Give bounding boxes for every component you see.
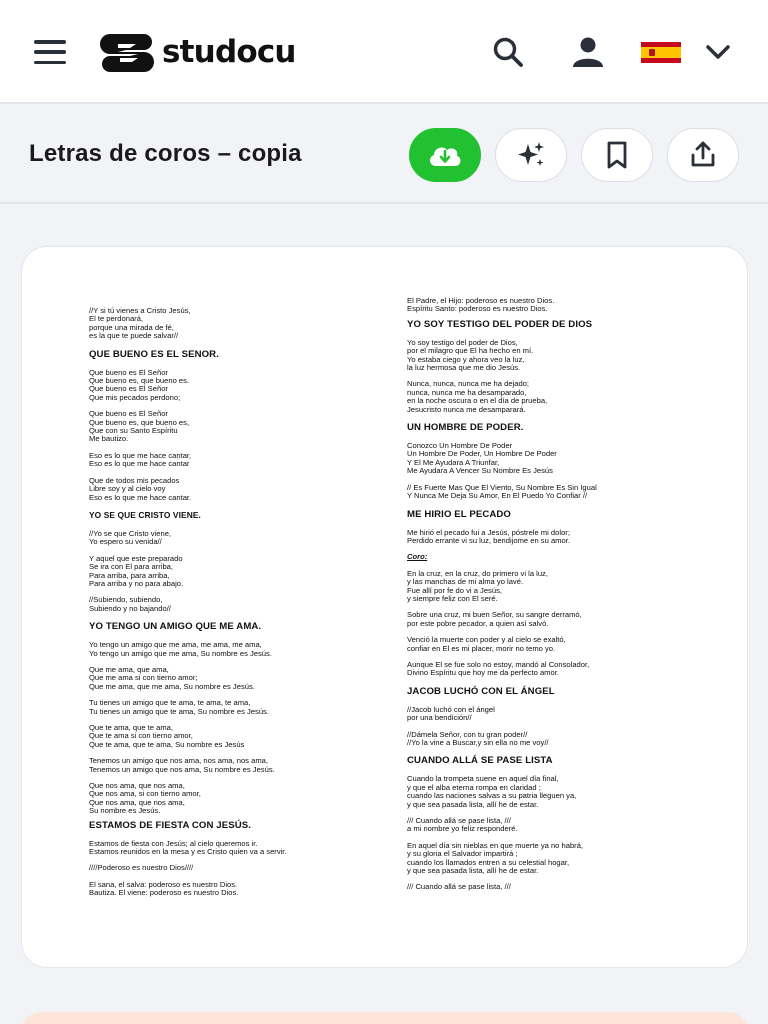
- lyrics-paragraph: //Subiendo, subiendo, Subiendo y no bajando//: [89, 595, 171, 613]
- lyrics-paragraph: Venció la muerte con poder y al cielo se exaltó, confiar en El es mi placer, morir no temo yo.: [407, 635, 566, 653]
- chorus-label: Coro:: [407, 552, 428, 562]
- lyrics-paragraph: El sana, el salva: poderoso es nuestro Dios. Bautiza. El viene: poderoso es nuestro Dios.: [89, 879, 239, 898]
- share-button[interactable]: [667, 128, 739, 182]
- lyrics-paragraph: Yo tengo un amigo que me ama, me ama, me ama, Yo tengo un amigo que me ama, Su nombre es Jesús.: [89, 640, 272, 658]
- lyrics-paragraph: // Es Fuerte Mas Que El Viento, Su Nombre Es Sin Igual Y Nunca Me Deja Su Amor, En El Puedo Yo Confiar //: [407, 482, 597, 501]
- song-title: QUE BUENO ES EL SENOR.: [89, 348, 219, 360]
- document-title-bar: [0, 104, 768, 204]
- song-title: YO SOY TESTIGO DEL PODER DE DIOS: [407, 318, 593, 330]
- search-icon[interactable]: [490, 34, 526, 70]
- document-left-column: [89, 307, 389, 906]
- lyrics-paragraph: Que me ama, que ama, Que me ama si con tierno amor; Que me ama, que me ama, Su nombre es Jesús.: [89, 664, 255, 691]
- bookmark-button[interactable]: [581, 128, 653, 182]
- lyrics-paragraph: Y aquel que este preparado Se ira con El para arriba, Para arriba, para arriba, Para arriba y no para abajo.: [89, 553, 184, 588]
- lyrics-paragraph: Que bueno es El Señor Que bueno es, que bueno es. Que bueno es El Señor Que mis pecados perdono;: [89, 367, 190, 402]
- lyrics-paragraph: Tu tienes un amigo que te ama, te ama, te ama, Tu tienes un amigo que te ama, Su nombre es Jesús.: [89, 698, 269, 716]
- lyrics-paragraph: //Jacob luchó con el ángel por una bendición//: [407, 704, 495, 723]
- song-title: CUANDO ALLÁ SE PASE LISTA: [407, 755, 553, 767]
- song-title: YO TENGO UN AMIGO QUE ME AMA.: [89, 621, 262, 633]
- lyrics-paragraph: Eso es lo que me hace cantar, Eso es lo que me hace cantar: [89, 450, 192, 469]
- user-icon[interactable]: [570, 34, 606, 70]
- lyrics-paragraph: Conozco Un Hombre De Poder Un Hombre De Poder, Un Hombre De Poder Y El Me Ayudara A Triunfar, Me Ayudara A Vencer Su Nombre Es Jesús: [407, 441, 557, 476]
- song-title: JACOB LUCHÓ CON EL ÁNGEL: [407, 685, 555, 697]
- share-icon: [688, 140, 718, 170]
- brand-name: studocu: [162, 34, 296, 70]
- top-navigation-bar: [0, 0, 768, 104]
- lyrics-paragraph: /// Cuando allá se pase lista, /// a mi nombre yo feliz responderé.: [407, 816, 518, 834]
- song-title: YO SE QUE CRISTO VIENE.: [89, 509, 201, 520]
- lyrics-paragraph: //Dámela Señor, con tu gran poder// //Yo la vine a Buscar,y sin ella no me voy//: [407, 729, 549, 747]
- document-right-column: [407, 297, 727, 900]
- bottom-banner: [21, 1012, 748, 1024]
- lyrics-paragraph: El Padre, el Hijo: poderoso es nuestro Dios. Espíritu Santo: poderoso es nuestro Dios.: [407, 296, 555, 314]
- ai-assistant-button[interactable]: [495, 128, 567, 182]
- song-title: ESTAMOS DE FIESTA CON JESÚS.: [89, 819, 252, 831]
- lyrics-paragraph: Me hirió el pecado fui a Jesús, póstrele mi dolor; Perdido errante vi su luz, bendijome en su amor.: [407, 527, 570, 545]
- song-title: UN HOMBRE DE PODER.: [407, 422, 524, 434]
- studocu-logo[interactable]: [100, 30, 296, 74]
- cloud-download-icon: [426, 140, 464, 170]
- lyrics-paragraph: /// Cuando allá se pase lista, ///: [407, 882, 511, 892]
- lyrics-paragraph: Tenemos un amigo que nos ama, nos ama, nos ama, Tenemos un amigo que nos ama, Su nombre es Jesús.: [89, 756, 275, 774]
- chevron-down-icon[interactable]: [700, 34, 736, 70]
- lyrics-paragraph: Estamos de fiesta con Jesús; al cielo queremos ir. Estamos reunidos en la mesa y es Cristo quien va a servir.: [89, 838, 287, 857]
- lyrics-paragraph: Que nos ama, que nos ama, Que nos ama, si con tierno amor, Que nos ama, que nos ama, Su nombre es Jesús.: [89, 781, 201, 816]
- bookmark-icon: [603, 140, 631, 170]
- lyrics-paragraph: //Yo se que Cristo viene, Yo espero su venida//: [89, 528, 172, 547]
- song-title: ME HIRIO EL PECADO: [407, 508, 511, 520]
- document-preview[interactable]: [21, 246, 748, 968]
- lyrics-paragraph: Nunca, nunca, nunca me ha dejado; nunca, nunca me ha desamparado, en la noche oscura o en el día de prueba, Jesucristo nunca me desamparará.: [407, 379, 548, 414]
- lyrics-paragraph: Que bueno es El Señor Que bueno es, que bueno es, Que con su Santo Espíritu Me bautizo.: [89, 409, 190, 444]
- lyrics-paragraph: ////Poderoso es nuestro Dios////: [89, 863, 194, 873]
- lyrics-paragraph: Que te ama, que te ama, Que te ama si con tierno amor, Que te ama, que te ama, Su nombre es Jesús: [89, 723, 245, 749]
- lyrics-paragraph: En aquel día sin nieblas en que muerte ya no habrá, y su gloria el Salvador impartirá ; cuando los llamados entren a su celestial hogar, y que sea pasada lista, allí he de estar.: [407, 840, 584, 876]
- sparkles-icon: [515, 139, 547, 171]
- lyrics-paragraph: //Y si tú vienes a Cristo Jesús, El te perdonará, porque una mirada de fé, es la que te puede salvar//: [89, 306, 191, 341]
- lyrics-paragraph: Cuando la trompeta suene en aquel día final, y que el alba eterna rompa en claridad ; cuando las naciones salvas a su patria lleguen ya, y que sea pasada lista, allí he de estar.: [407, 774, 577, 809]
- page-title: Letras de coros – copia: [29, 140, 302, 167]
- download-button[interactable]: [409, 128, 481, 182]
- studocu-logo-icon: [100, 30, 154, 74]
- menu-icon[interactable]: [34, 40, 66, 64]
- lyrics-paragraph: Que de todos mis pecados Libre soy y al cielo voy Eso es lo que me hace cantar.: [89, 475, 192, 502]
- lyrics-paragraph: Sobre una cruz, mi buen Señor, su sangre derramó, por este pobre pecador, a quien así salvó.: [407, 610, 582, 628]
- lyrics-paragraph: En la cruz, en la cruz, do primero vi la luz, y las manchas de mi alma yo lavé. Fue allí por fe do vi a Jesús, y siempre feliz con El seré.: [407, 568, 548, 603]
- lyrics-paragraph: Yo soy testigo del poder de Dios, por el milagro que El ha hecho en mí. Yo estaba ciego y ahora veo la luz, la luz hermosa que me dio Jesús.: [407, 337, 534, 373]
- lyrics-paragraph: Aunque El se fue solo no estoy, mandó al Consolador, Divino Espíritu que hoy me da perfecto amor.: [407, 659, 590, 678]
- spain-flag-icon[interactable]: [641, 42, 681, 63]
